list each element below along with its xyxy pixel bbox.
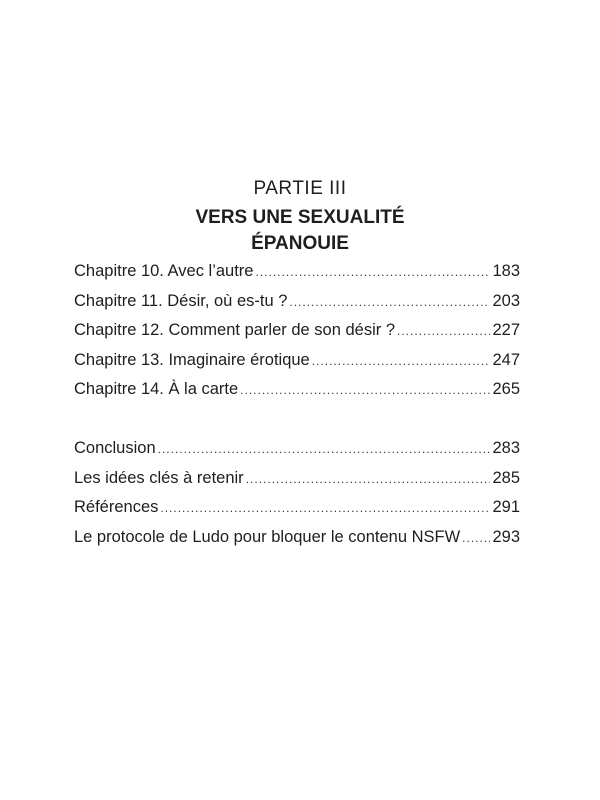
toc-entry-conclusion[interactable]	[74, 439, 520, 469]
toc-entry-title: Références	[74, 498, 159, 516]
toc-entry-page: 291	[492, 498, 520, 516]
toc-entry-title: Chapitre 12. Comment parler de son désir ?	[74, 321, 395, 339]
toc-leader-dots	[289, 295, 490, 309]
toc-entry-page: 203	[492, 291, 520, 310]
toc-entry-page: 285	[492, 468, 520, 487]
toc-entry-title: Les idées clés à retenir	[74, 468, 244, 487]
toc-entry-chapter-11[interactable]	[74, 292, 520, 322]
part-label: PARTIE III	[253, 178, 347, 199]
toc-entry-chapter-10[interactable]	[74, 262, 520, 292]
toc-entry-chapter-13[interactable]	[74, 351, 520, 381]
back-matter-list	[74, 439, 520, 557]
part-title-line-1: VERS UNE SEXUALITÉ	[195, 207, 405, 228]
toc-entry-page: 283	[492, 439, 520, 457]
toc-entry-title: Conclusion	[74, 439, 156, 457]
toc-entry-page: 293	[492, 527, 520, 546]
toc-leader-dots	[240, 383, 490, 397]
toc-entry-references[interactable]	[74, 498, 520, 528]
toc-leader-dots	[462, 531, 490, 545]
toc-entry-title: Chapitre 11. Désir, où es-tu ?	[74, 291, 288, 310]
toc-entry-chapter-12[interactable]	[74, 321, 520, 351]
toc-entry-title: Le protocole de Ludo pour bloquer le contenu NSFW	[74, 527, 461, 546]
toc-entry-title: Chapitre 14. À la carte	[74, 380, 239, 398]
toc-entry-key-ideas[interactable]	[74, 469, 520, 499]
toc-leader-dots	[246, 472, 491, 486]
toc-leader-dots	[255, 265, 490, 279]
toc-entry-protocol[interactable]	[74, 528, 520, 558]
part-title	[0, 205, 600, 257]
toc-leader-dots	[160, 501, 490, 515]
part-header	[0, 178, 600, 257]
toc-leader-dots	[312, 354, 491, 368]
toc-entry-chapter-14[interactable]	[74, 380, 520, 410]
toc-entry-page: 265	[492, 380, 520, 398]
part-title-line-2: ÉPANOUIE	[251, 233, 349, 254]
toc-entry-title: Chapitre 10. Avec l’autre	[74, 262, 254, 280]
toc-leader-dots	[397, 324, 490, 338]
toc-entry-title: Chapitre 13. Imaginaire érotique	[74, 350, 310, 369]
toc-entry-page: 183	[492, 262, 520, 280]
chapter-list	[74, 262, 520, 410]
toc-entry-page: 247	[492, 350, 520, 369]
toc-leader-dots	[158, 442, 491, 456]
toc-entry-page: 227	[492, 321, 520, 339]
